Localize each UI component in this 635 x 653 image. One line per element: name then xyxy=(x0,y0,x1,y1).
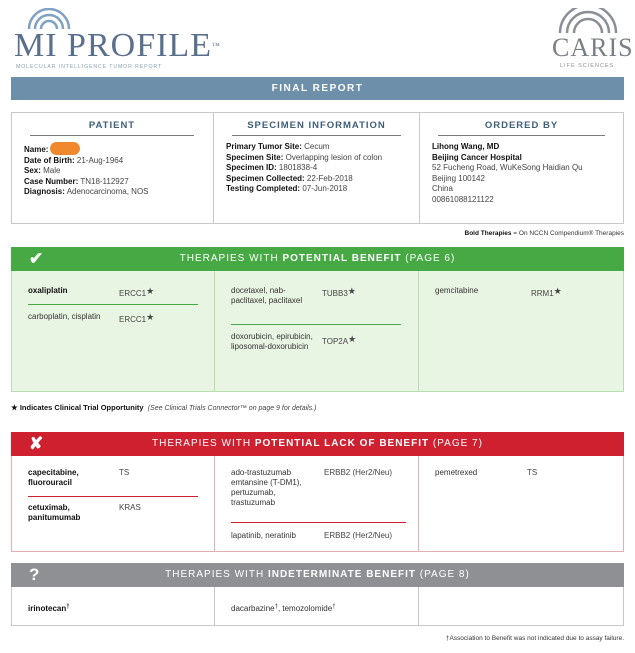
dacarbazine-label: dacarbazine xyxy=(231,604,275,613)
lack-separator xyxy=(28,496,198,497)
lack-biomarker: KRAS xyxy=(119,503,141,512)
sex-value: Male xyxy=(43,166,61,175)
lack-benefit-panel xyxy=(11,456,624,552)
redaction-mark xyxy=(50,142,80,155)
clinical-trial-note xyxy=(11,403,317,412)
indeterminate-title xyxy=(11,563,624,587)
trial-note-label-text: Indicates Clinical Trial Opportunity xyxy=(19,403,144,412)
lack-biomarker: ERBB2 (Her2/Neu) xyxy=(324,531,393,540)
ordered-heading: ORDERED BY xyxy=(484,120,559,131)
indeterminate-col-1 xyxy=(12,587,214,625)
doctor-name: Lihong Wang, MD xyxy=(432,142,500,151)
check-icon: ✔ xyxy=(29,249,45,268)
x-icon: ✘ xyxy=(29,434,45,453)
patient-name-line xyxy=(24,142,200,156)
specimen-column xyxy=(213,113,420,223)
lack-biomarker: TS xyxy=(527,468,538,477)
patient-sex-line xyxy=(24,166,200,177)
hospital-name: Beijing Cancer Hospital xyxy=(432,152,522,162)
lack-biomarker: ERBB2 (Her2/Neu) xyxy=(324,468,393,477)
case-label: Case Number: xyxy=(24,176,79,186)
indeterminate-title-bold: INDETERMINATE BENEFIT xyxy=(267,569,416,580)
lack-col-3 xyxy=(419,456,623,551)
benefit-col-3 xyxy=(419,271,623,391)
collected-label: Specimen Collected: xyxy=(226,173,305,183)
patient-dob-line xyxy=(24,156,200,167)
trial-note-text: (See Clinical Trials Connector™ on page 9 for details.) xyxy=(147,405,317,412)
patient-column xyxy=(12,113,212,223)
dagger-mark: † xyxy=(332,604,336,610)
sex-label: Sex: xyxy=(24,166,41,175)
indeterminate-bar xyxy=(11,563,624,587)
indeterminate-col-3 xyxy=(419,587,623,625)
bold-note-label: Bold Therapies xyxy=(464,230,512,237)
address-line-2: Beijing 100142 xyxy=(432,173,485,183)
benefit-biomarker xyxy=(322,286,356,299)
benefit-col-1 xyxy=(12,271,214,391)
dob-value: 21-Aug-1964 xyxy=(76,155,124,165)
benefit-biomarker xyxy=(119,286,154,299)
mi-profile-logo xyxy=(14,8,221,70)
info-box xyxy=(11,112,624,224)
lack-drug: lapatinib, neratinib xyxy=(231,531,296,540)
lack-col-1 xyxy=(12,456,214,551)
lack-biomarker: TS xyxy=(119,468,130,477)
benefit-title-pre: THERAPIES WITH xyxy=(179,253,283,264)
caris-subtitle: LIFE SCIENCES xyxy=(560,63,615,69)
indeterminate-drug xyxy=(28,602,70,614)
primary-site-value: Cecum xyxy=(304,142,330,151)
temozolomide-label: , temozolomide xyxy=(277,604,333,613)
benefit-panel xyxy=(11,271,624,392)
benefit-title-bold: POTENTIAL BENEFIT xyxy=(282,253,402,264)
address-line-1: 52 Fucheng Road, WuKeSong Haidian Qu xyxy=(432,163,583,172)
specimen-heading: SPECIMEN INFORMATION xyxy=(247,120,386,131)
lack-title-post: (PAGE 7) xyxy=(429,438,483,449)
lack-drug: capecitabine, fluorouracil xyxy=(28,468,79,487)
benefit-separator xyxy=(28,304,198,305)
assay-failure-footnote: †Association to Benefit was not indicated due to assay failure. xyxy=(445,635,624,642)
specimen-id-value: 1801838-4 xyxy=(278,163,318,172)
diagnosis-label: Diagnosis: xyxy=(24,187,65,196)
benefit-drug: doxorubicin, epirubicin, liposomal-doxorubicin xyxy=(231,332,313,351)
trial-star-icon: ★ xyxy=(348,334,357,344)
bold-therapies-note xyxy=(300,230,624,237)
trial-star-icon: ★ xyxy=(347,286,356,296)
benefit-bar xyxy=(11,247,624,271)
phone-number: 00861088121122 xyxy=(432,194,494,204)
case-value: TN18-112927 xyxy=(80,176,129,186)
patient-case-line xyxy=(24,177,200,188)
lack-title xyxy=(11,432,624,456)
biomarker-name: ERCC1 xyxy=(119,289,147,298)
final-report-bar: FINAL REPORT xyxy=(11,77,624,100)
irinotecan-label: irinotecan xyxy=(28,604,67,613)
lack-drug: ado-trastuzumab emtansine (T-DM1), pertuzumab, trastuzumab xyxy=(231,468,302,507)
benefit-col-2 xyxy=(214,271,419,391)
caris-arcs-icon xyxy=(557,8,619,34)
benefit-drug: carboplatin, cisplatin xyxy=(28,312,101,321)
indeterminate-col-2 xyxy=(214,587,419,625)
benefit-biomarker xyxy=(322,334,356,347)
logo-subtitle: MOLECULAR INTELLIGENCE TUMOR REPORT xyxy=(16,64,163,70)
patient-diagnosis-line xyxy=(24,187,200,198)
benefit-drug: gemcitabine xyxy=(435,286,479,295)
logo-tm: ™ xyxy=(211,41,221,50)
specimen-rule xyxy=(232,135,401,136)
benefit-biomarker xyxy=(531,286,562,299)
bold-note-text: = On NCCN Compendium® Therapies xyxy=(511,230,624,237)
completed-value: 07-Jun-2018 xyxy=(302,184,348,193)
completed-line xyxy=(226,184,407,195)
address-country: China xyxy=(432,184,453,193)
indeterminate-panel xyxy=(11,587,624,626)
lack-title-pre: THERAPIES WITH xyxy=(152,438,255,449)
diagnosis-value: Adenocarcinoma, NOS xyxy=(66,187,149,196)
lack-drug: cetuximab, panitumumab xyxy=(28,503,81,522)
indeterminate-title-post: (PAGE 8) xyxy=(416,569,470,580)
primary-site-line xyxy=(226,142,407,153)
benefit-title xyxy=(11,247,624,271)
patient-name-label: Name: xyxy=(24,145,49,154)
collected-line xyxy=(226,174,407,185)
lack-benefit-bar xyxy=(11,432,624,456)
specimen-site-line xyxy=(226,153,407,164)
completed-label: Testing Completed: xyxy=(226,184,301,193)
benefit-title-post: (PAGE 6) xyxy=(401,253,456,264)
lack-drug: pemetrexed xyxy=(435,468,478,477)
lack-separator xyxy=(231,522,406,523)
ordered-rule xyxy=(438,135,605,136)
caris-logo xyxy=(548,8,634,74)
trial-star-icon: ★ xyxy=(11,403,18,412)
biomarker-name: RRM1 xyxy=(531,289,554,298)
lack-title-bold: POTENTIAL LACK OF BENEFIT xyxy=(254,438,430,449)
biomarker-name: TUBB3 xyxy=(322,289,348,298)
benefit-drug: oxaliplatin xyxy=(28,286,68,295)
dob-label: Date of Birth: xyxy=(24,155,75,165)
collected-value: 22-Feb-2018 xyxy=(306,173,353,183)
indeterminate-title-pre: THERAPIES WITH xyxy=(165,569,268,580)
specimen-site-value: Overlapping lesion of colon xyxy=(285,152,383,162)
primary-site-label: Primary Tumor Site: xyxy=(226,142,302,151)
question-icon: ? xyxy=(29,565,41,584)
patient-heading: PATIENT xyxy=(88,120,136,131)
trial-star-icon: ★ xyxy=(146,312,155,322)
indeterminate-drug xyxy=(231,602,336,614)
trial-star-icon: ★ xyxy=(553,286,562,296)
logo-text: MI PROFILE xyxy=(14,27,212,64)
patient-rule xyxy=(30,135,194,136)
caris-text: CARIS xyxy=(552,33,634,62)
dagger-mark: † xyxy=(66,604,70,610)
specimen-id-label: Specimen ID: xyxy=(226,163,277,172)
biomarker-name: ERCC1 xyxy=(119,315,147,324)
benefit-separator xyxy=(231,324,401,325)
specimen-site-label: Specimen Site: xyxy=(226,152,284,162)
benefit-drug: docetaxel, nab-paclitaxel, paclitaxel xyxy=(231,286,303,305)
biomarker-name: TOP2A xyxy=(322,337,349,346)
specimen-id-line xyxy=(226,163,407,174)
ordered-column xyxy=(420,113,623,223)
trial-note-label xyxy=(11,403,144,412)
lack-col-2 xyxy=(214,456,419,551)
dagger-mark: † xyxy=(274,604,278,610)
benefit-biomarker xyxy=(119,312,154,325)
trial-star-icon: ★ xyxy=(146,286,155,296)
